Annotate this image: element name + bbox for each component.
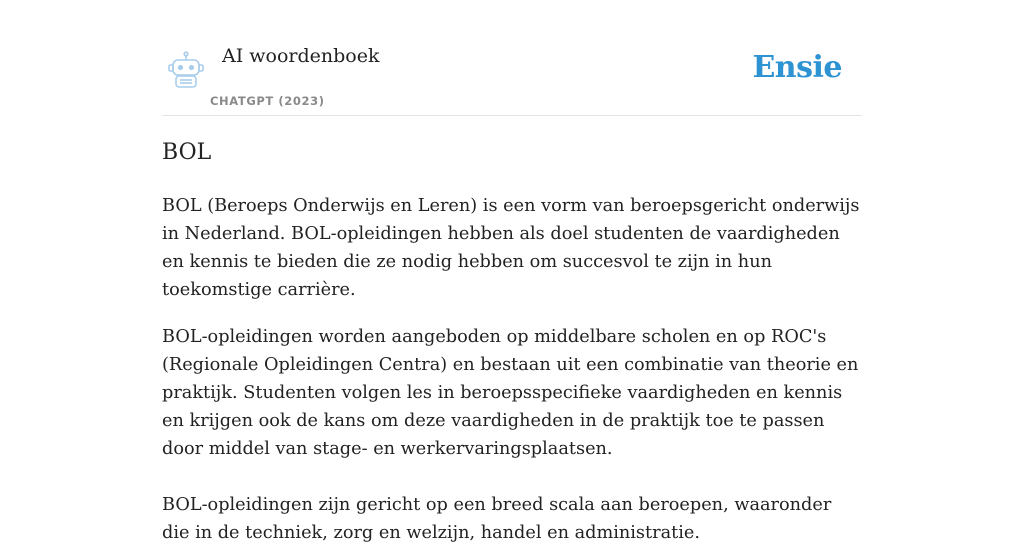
dictionary-header xyxy=(162,0,862,116)
source-label: CHATGPT (2023) xyxy=(210,94,325,108)
definition-paragraph: BOL-opleidingen zijn gericht op een breed scala aan beroepen, waaronder die in de techniek, zorg en welzijn, handel en administratie. xyxy=(162,495,832,543)
brand-logo[interactable]: Ensie xyxy=(752,50,842,85)
dictionary-name[interactable]: AI woordenboek xyxy=(222,45,380,67)
entry-definition xyxy=(162,192,864,547)
entry-term: BOL xyxy=(162,140,212,165)
definition-paragraph: BOL-opleidingen worden aangeboden op middelbare scholen en op ROC's (Regionale Opleidingen Centra) en bestaan uit een combinatie van theorie en praktijk. Studenten volgen les in beroepsspecifieke vaardigheden en kennis en krijgen ook de kans om deze vaardigheden in de praktijk toe te passen door middel van stage- en werkervaringsplaatsen. xyxy=(162,327,859,459)
robot-icon xyxy=(166,50,206,90)
definition-paragraph: BOL (Beroeps Onderwijs en Leren) is een vorm van beroepsgericht onderwijs in Nederland. BOL-opleidingen hebben als doel studenten de vaardigheden en kennis te bieden die ze nodig hebben om succesvol te zijn in hun toekomstige carrière. xyxy=(162,196,860,300)
